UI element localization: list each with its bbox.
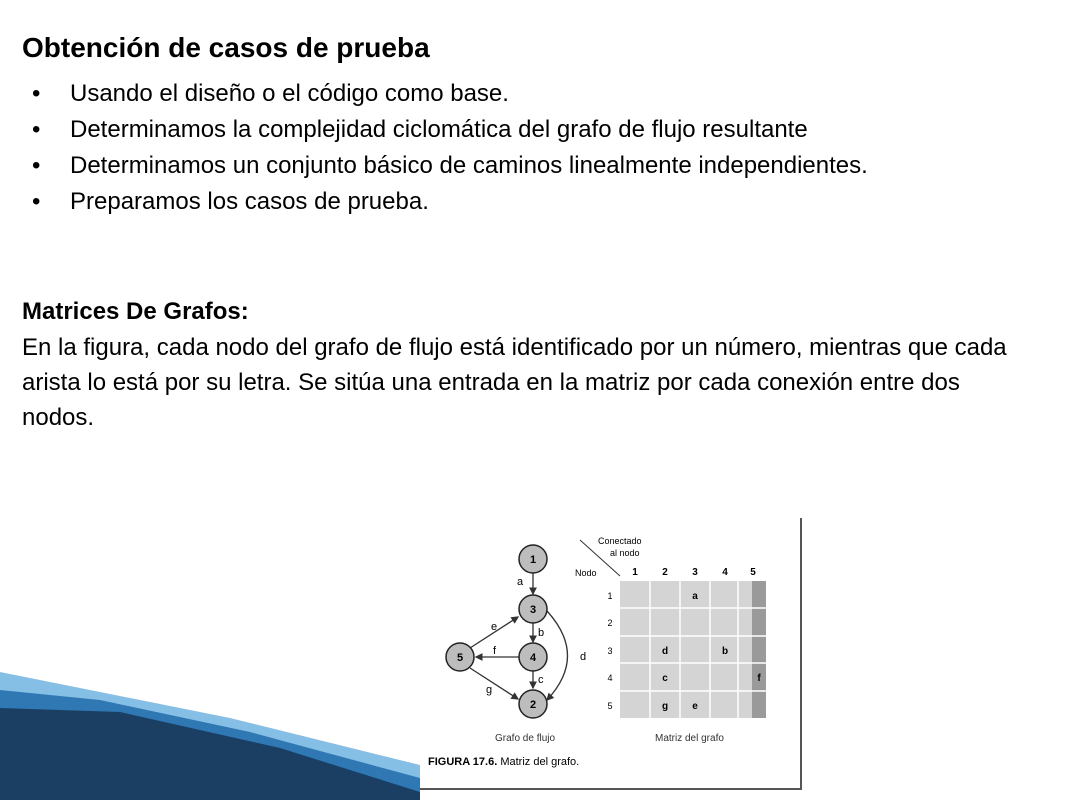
matrix-cell: d [661, 646, 669, 657]
matrix-cell: b [721, 646, 729, 657]
caption-number: FIGURA 17.6. [428, 756, 498, 768]
graph-node [519, 545, 547, 573]
section-heading: Matrices De Grafos: [22, 298, 249, 325]
body-paragraph: En la figura, cada nodo del grafo de flujo está identificado por un número, mientras que cada arista lo está por su letra. Se sitúa una entrada en la matriz por cada conexión entre dos nodos. [22, 334, 1007, 431]
matrix-cell: g [661, 701, 669, 712]
edge-label-a: a [517, 576, 524, 588]
matrix-cell: c [662, 673, 668, 684]
node-label: 4 [529, 652, 537, 664]
matrix-header-nodo: Nodo [575, 568, 597, 578]
matrix-col-header: 5 [750, 567, 756, 578]
graph-node [519, 690, 547, 718]
bullet-text: Usando el diseño o el código como base. [70, 80, 509, 107]
matrix-row-header: 1 [607, 591, 613, 601]
bullet-glyph: • [32, 116, 41, 143]
matrix-row-header: 3 [607, 646, 613, 656]
edge-d [547, 611, 568, 700]
edge-label-g: g [486, 684, 493, 696]
matrix-label: Matriz del grafo [655, 733, 724, 744]
graph-node [519, 643, 547, 671]
matrix-cell: e [692, 701, 698, 712]
edge-label-d: d [580, 651, 587, 663]
edge-label-f: f [493, 645, 497, 657]
edge-label-e: e [491, 621, 498, 633]
matrix-col-header: 3 [692, 567, 698, 578]
matrix-shadow-edge [752, 581, 766, 718]
graph-node [446, 643, 474, 671]
bullet-text: Determinamos un conjunto básico de caminos linealmente independientes. [70, 152, 868, 179]
matrix-col-header: 1 [632, 567, 638, 578]
matrix-row-headers [607, 591, 612, 711]
bullet-text: Preparamos los casos de prueba. [70, 188, 429, 215]
node-label: 3 [529, 604, 537, 616]
bullet-text: Determinamos la complejidad ciclomática del grafo de flujo resultante [70, 116, 808, 143]
figure-drawing [420, 518, 800, 788]
matrix-row-header: 2 [607, 618, 613, 628]
graph-node [519, 595, 547, 623]
edge-label-b: b [538, 627, 545, 639]
node-label: 2 [529, 699, 537, 711]
graph-figure [420, 518, 802, 790]
matrix-row-header: 4 [607, 673, 613, 683]
node-label: 1 [529, 554, 537, 566]
matrix-col-header: 2 [662, 567, 668, 578]
matrix-col-header: 4 [722, 567, 728, 578]
bullet-glyph: • [32, 152, 41, 179]
matrix-row-header: 5 [607, 701, 613, 711]
figure-caption [428, 756, 579, 768]
matrix-col-headers [632, 567, 756, 578]
edge-label-c: c [538, 674, 544, 686]
bullet-glyph: • [32, 80, 41, 107]
caption-text: Matriz del grafo. [500, 756, 580, 768]
matrix-cell: f [757, 673, 761, 684]
slide-title: Obtención de casos de prueba [22, 32, 430, 63]
node-label: 5 [456, 652, 464, 664]
bullet-glyph: • [32, 188, 41, 215]
matrix-header-al-nodo: al nodo [610, 548, 640, 558]
graph-label: Grafo de flujo [495, 733, 556, 744]
edge-g [470, 668, 518, 699]
matrix-cell: a [692, 591, 698, 602]
matrix-header-conectado: Conectado [598, 536, 642, 546]
